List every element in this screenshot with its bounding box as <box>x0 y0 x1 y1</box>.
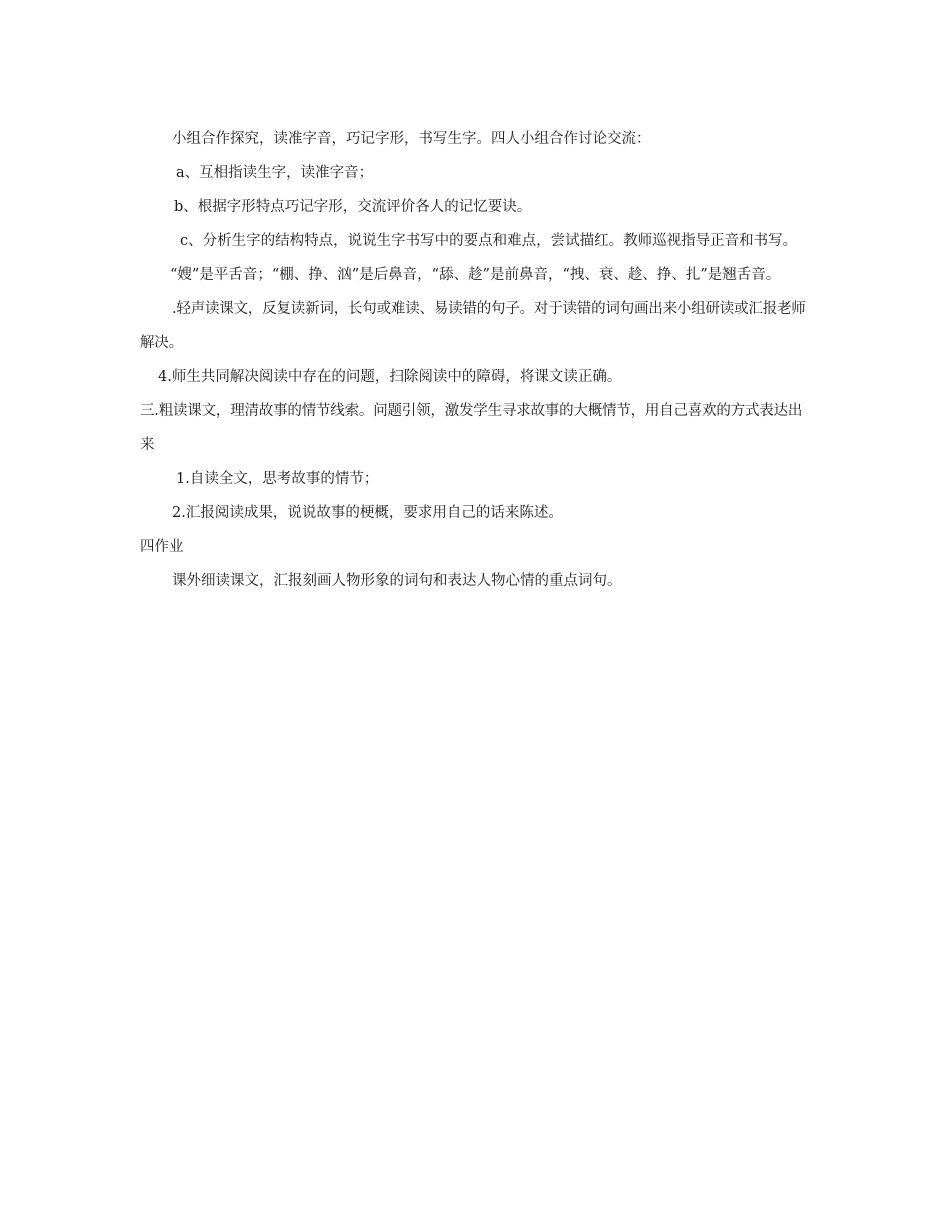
paragraph-step-2: 2.汇报阅读成果，说说故事的梗概，要求用自己的话来陈述。 <box>172 505 563 521</box>
paragraph-step-4: 4.师生共同解决阅读中存在的问题，扫除阅读中的障碍，将课文读正确。 <box>158 369 622 385</box>
paragraph-step-c: c、分析生字的结构特点，说说生字书写中的要点和难点，尝试描红。教师巡视指导正音和书写。 <box>180 233 798 249</box>
paragraph-step-1: 1.自读全文，思考故事的情节； <box>176 471 379 487</box>
paragraph-group-work: 小组合作探究，读准字音，巧记字形，书写生字。四人小组合作讨论交流： <box>172 131 651 147</box>
paragraph-step-b: b、根据字形特点巧记字形，交流评价各人的记忆要诀。 <box>174 199 532 215</box>
paragraph-homework: 课外细读课文，汇报刻画人物形象的词句和表达人物心情的重点词句。 <box>172 573 622 589</box>
document-body <box>140 122 812 598</box>
paragraph-read-aloud: .轻声读课文，反复读新词，长句或难读、易读错的句子。对于读错的词句画出来小组研读或汇报老师解决。 <box>140 301 806 351</box>
section-three-heading: 三.粗读课文，理清故事的情节线索。问题引领，激发学生寻求故事的大概情节，用自己喜欢的方式表达出来 <box>140 403 803 453</box>
paragraph-pronunciation-notes: “嫂”是平舌音；“棚、挣、汹”是后鼻音，“舔、趁”是前鼻音，“拽、衰、趁、挣、扎”是翘舌音。 <box>170 267 781 283</box>
paragraph-step-a: a、互相指读生字，读准字音； <box>176 165 374 181</box>
section-four-heading: 四作业 <box>140 539 184 555</box>
